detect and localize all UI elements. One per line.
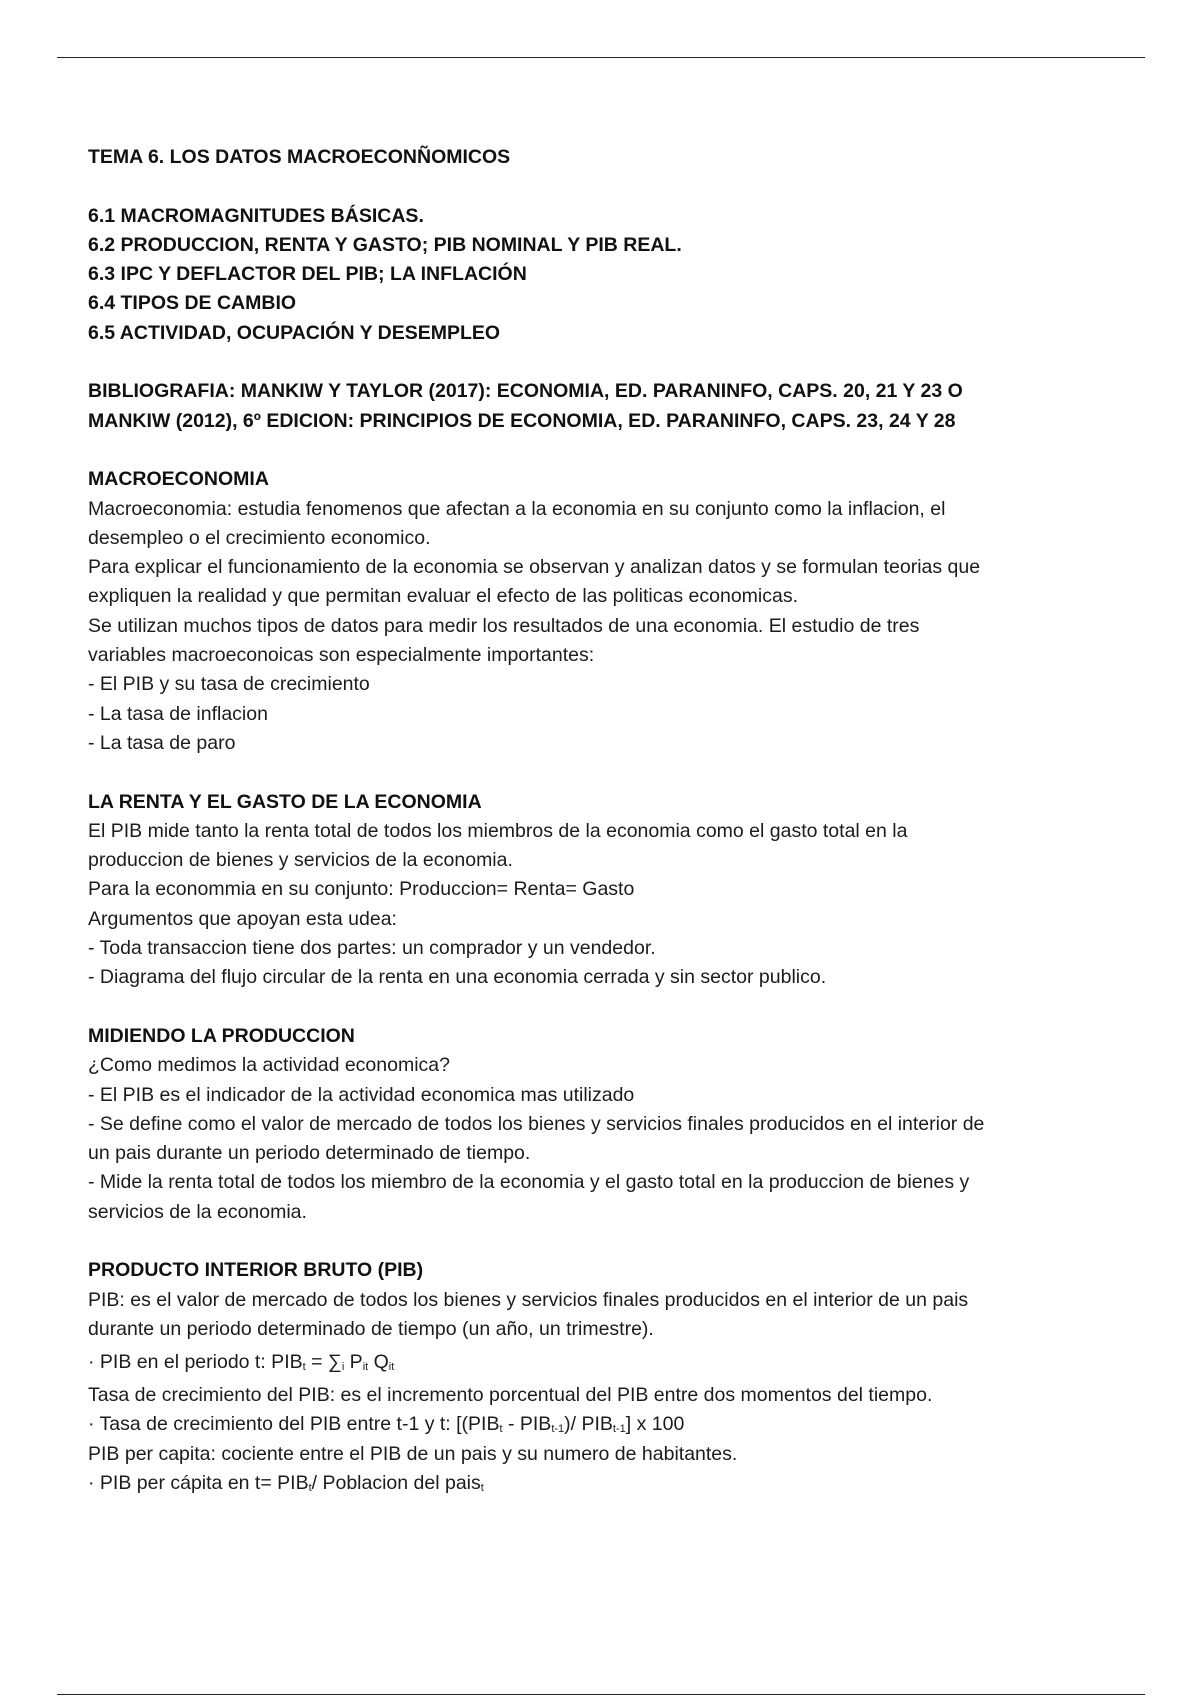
paragraph-line: PIB per capita: cociente entre el PIB de un pais y su numero de habitantes.: [88, 1442, 738, 1465]
paragraph-line: El PIB mide tanto la renta total de todos los miembros de la economia como el gasto total en la: [88, 819, 908, 842]
toc-item: 6.1 MACROMAGNITUDES BÁSICAS.: [88, 204, 424, 227]
list-item: - El PIB es el indicador de la actividad economica mas utilizado: [88, 1083, 635, 1106]
section-heading: MIDIENDO LA PRODUCCION: [88, 1024, 355, 1047]
paragraph-line: Macroeconomia: estudia fenomenos que afectan a la economia en su conjunto como la inflacion, el: [88, 497, 946, 520]
toc-item: 6.5 ACTIVIDAD, OCUPACIÓN Y DESEMPLEO: [88, 321, 501, 344]
paragraph-line: durante un periodo determinado de tiempo (un año, un trimestre).: [88, 1317, 654, 1340]
paragraph-line: desempleo o el crecimiento economico.: [88, 526, 431, 549]
list-item: - Mide la renta total de todos los miembro de la economia y el gasto total en la produccion de bienes y: [88, 1171, 970, 1194]
section-pib: [88, 1256, 1128, 1498]
list-item: - Se define como el valor de mercado de todos los bienes y servicios finales producidos en el interior de: [88, 1112, 985, 1135]
table-of-contents: [88, 202, 1128, 348]
bibliography-line: MANKIW (2012), 6º EDICION: PRINCIPIOS DE ECONOMIA, ED. PARANINFO, CAPS. 23, 24 Y 28: [88, 409, 956, 432]
paragraph-line: Para explicar el funcionamiento de la economia se observan y analizan datos y se formulan teorias que: [88, 556, 981, 579]
toc-item: 6.4 TIPOS DE CAMBIO: [88, 292, 297, 315]
list-item: - El PIB y su tasa de crecimiento: [88, 673, 370, 696]
list-item: - La tasa de paro: [88, 731, 236, 754]
paragraph-line: un pais durante un periodo determinado de tiempo.: [88, 1142, 531, 1165]
paragraph-line: Para la econommia en su conjunto: Produccion= Renta= Gasto: [88, 878, 635, 901]
paragraph-line: Tasa de crecimiento del PIB: es el incremento porcentual del PIB entre dos momentos del tiempo.: [88, 1384, 933, 1407]
paragraph-line: PIB: es el valor de mercado de todos los bienes y servicios finales producidos en el interior de un pais: [88, 1288, 969, 1311]
paragraph-line: servicios de la economia.: [88, 1200, 307, 1223]
formula-per-capita: · PIB per cápita en $t= PIB_t/$ Poblacion del pais$_t$: [88, 1472, 484, 1495]
section-midiendo-produccion: [88, 1022, 1128, 1227]
paragraph-line: Argumentos que apoyan esta udea:: [88, 907, 397, 930]
section-heading: MACROECONOMIA: [88, 468, 269, 491]
bibliography: [88, 377, 1128, 436]
header-rule: [57, 57, 1145, 58]
toc-item: 6.2 PRODUCCION, RENTA Y GASTO; PIB NOMINAL Y PIB REAL.: [88, 233, 682, 256]
section-heading: LA RENTA Y EL GASTO DE LA ECONOMIA: [88, 790, 482, 813]
list-item: - La tasa de inflacion: [88, 702, 268, 725]
paragraph-line: expliquen la realidad y que permitan evaluar el efecto de las politicas economicas.: [88, 585, 798, 608]
paragraph-line: Se utilizan muchos tipos de datos para medir los resultados de una economia. El estudio de tres: [88, 614, 920, 637]
formula-pib: · PIB en el periodo t: $PIB_t = \sum_i$ $P_{it}$ $Q_{it}$: [88, 1351, 395, 1374]
section-renta-gasto: [88, 788, 1128, 993]
paragraph-line: variables macroeconoicas son especialmente importantes:: [88, 644, 595, 667]
formula-growth-rate: · Tasa de crecimiento del PIB entre t-1 y t: [$(PIB_t - PIB_{t-1})/$ $PIB_{t-1}$] x 100: [88, 1413, 685, 1436]
section-macroeconomia: [88, 465, 1128, 758]
document-body: [88, 143, 1128, 1498]
bibliography-line: BIBLIOGRAFIA: MANKIW Y TAYLOR (2017): ECONOMIA, ED. PARANINFO, CAPS. 20, 21 Y 23 O: [88, 380, 963, 403]
list-item: - Diagrama del flujo circular de la renta en una economia cerrada y sin sector publico.: [88, 966, 827, 989]
footer-rule: [57, 1694, 1145, 1695]
section-heading: PRODUCTO INTERIOR BRUTO (PIB): [88, 1259, 424, 1282]
list-item: - Toda transaccion tiene dos partes: un comprador y un vendedor.: [88, 937, 656, 960]
document-title: TEMA 6. LOS DATOS MACROECONÑOMICOS: [88, 146, 511, 168]
paragraph-line: produccion de bienes y servicios de la economia.: [88, 849, 513, 872]
toc-item: 6.3 IPC Y DEFLACTOR DEL PIB; LA INFLACIÓN: [88, 263, 527, 286]
paragraph-line: ¿Como medimos la actividad economica?: [88, 1054, 450, 1077]
